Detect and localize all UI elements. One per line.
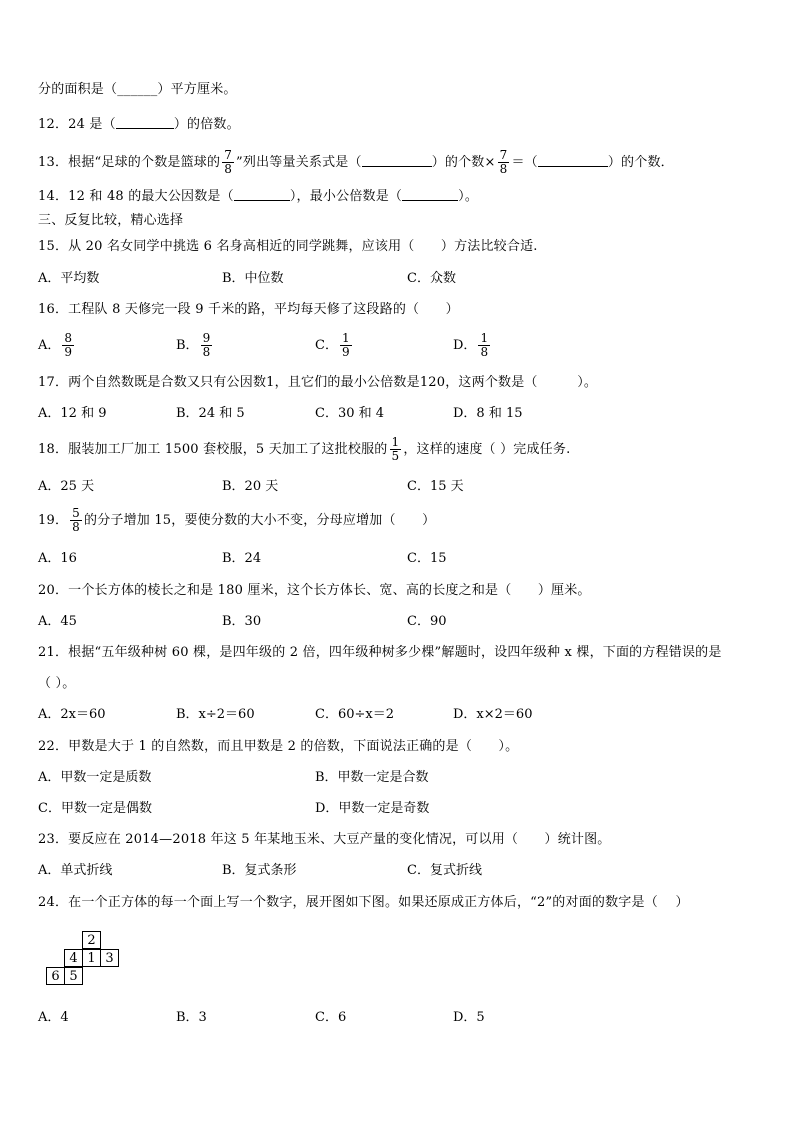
q18-option-c[interactable]: C．15 天 xyxy=(407,479,464,494)
q16-option-c[interactable] xyxy=(315,332,354,359)
q15-option-a[interactable]: A．平均数 xyxy=(38,271,100,286)
q14-answer-blank-2[interactable] xyxy=(402,188,458,201)
q15-option-c[interactable]: C．众数 xyxy=(407,271,456,286)
question-24: 24．在一个正方体的每一个面上写一个数字，展开图如下图。如果还原成正方体后，“2”的对面的数字是（ ） xyxy=(38,895,689,910)
q19-frac-numerator: 5 xyxy=(72,506,80,520)
q13-text-pre: 13．根据“足球的个数是篮球的 xyxy=(38,155,221,170)
q13-text-mid3: ＝（ xyxy=(511,155,538,170)
q18-text-pre: 18．服装加工厂加工 1500 套校服，5 天加工了这批校服的 xyxy=(38,442,388,457)
q13-fraction-2 xyxy=(498,149,510,176)
q16-option-a[interactable] xyxy=(38,332,76,359)
q23-option-c[interactable]: C．复式折线 xyxy=(407,863,482,878)
q13-frac-numerator: 7 xyxy=(224,148,233,162)
line-area-continuation: 分的面积是（______）平方厘米。 xyxy=(38,82,237,97)
q21-option-d[interactable]: D．x×2＝60 xyxy=(453,707,533,722)
q12-text-post: ）的倍数。 xyxy=(173,117,240,132)
q24-option-a[interactable]: A．4 xyxy=(38,1010,69,1025)
question-20: 20．一个长方体的棱长之和是 180 厘米，这个长方体长、宽、高的长度之和是（ ）厘米。 xyxy=(38,583,591,598)
q13-answer-blank-1[interactable] xyxy=(362,154,432,167)
question-21: 21．根据“五年级种树 60 棵，是四年级的 2 倍，四年级种树多少棵”解题时，设四年级种 x 棵，下面的方程错误的是 xyxy=(38,645,722,660)
q13-frac2-numerator: 7 xyxy=(499,148,508,162)
q18-frac-denominator: 5 xyxy=(391,449,400,463)
q16-c-label: C． xyxy=(315,338,338,353)
q21-option-a[interactable]: A．2x＝60 xyxy=(38,707,106,722)
question-12 xyxy=(38,116,240,133)
q19-text-pre: 19． xyxy=(38,513,69,528)
question-19 xyxy=(38,507,435,534)
question-15: 15．从 20 名女同学中挑选 6 名身高相近的同学跳舞，应该用（ ）方法比较合适. xyxy=(38,239,538,254)
q19-text-post: 的分子增加 15，要使分数的大小不变，分母应增加（ ） xyxy=(84,513,436,528)
q16-d-label: D． xyxy=(453,338,477,353)
net-cell-3: 3 xyxy=(100,949,119,967)
q12-answer-blank[interactable] xyxy=(116,116,174,129)
section-3-heading: 三、反复比较，精心选择 xyxy=(38,213,184,228)
q22-option-b[interactable]: B．甲数一定是合数 xyxy=(315,770,429,785)
q19-fraction xyxy=(70,507,82,534)
question-18 xyxy=(38,436,570,463)
q20-option-a[interactable]: A．45 xyxy=(38,614,77,629)
q16-a-numerator: 8 xyxy=(64,331,73,345)
q21-option-b[interactable]: B．x÷2＝60 xyxy=(176,707,255,722)
q18-text-post: ，这样的速度（ ）完成任务. xyxy=(403,442,571,457)
q14-text-mid: ），最小公倍数是（ xyxy=(289,189,403,204)
q17-option-c[interactable]: C．30 和 4 xyxy=(315,406,385,421)
q22-option-c[interactable]: C．甲数一定是偶数 xyxy=(38,801,152,816)
q19-option-a[interactable]: A．16 xyxy=(38,551,77,566)
q19-option-b[interactable]: B．24 xyxy=(222,551,262,566)
q16-c-numerator: 1 xyxy=(341,331,350,345)
q16-a-denominator: 9 xyxy=(64,345,73,359)
question-17: 17．两个自然数既是合数又只有公因数1，且它们的最小公倍数是120，这两个数是（ ）。 xyxy=(38,375,598,390)
q13-text-post: ）的个数． xyxy=(607,155,674,170)
question-14 xyxy=(38,188,478,205)
q13-answer-blank-2[interactable] xyxy=(538,154,608,167)
question-13 xyxy=(38,149,674,176)
net-cell-1: 1 xyxy=(82,949,101,967)
q16-b-label: B． xyxy=(176,338,199,353)
q13-frac-denominator: 8 xyxy=(224,162,233,176)
q15-option-b[interactable]: B．中位数 xyxy=(222,271,284,286)
q16-d-denominator: 8 xyxy=(480,345,489,359)
q14-text-pre: 14．12 和 48 的最大公因数是（ xyxy=(38,189,234,204)
q20-option-c[interactable]: C．90 xyxy=(407,614,447,629)
q16-option-b[interactable] xyxy=(176,332,214,359)
cube-net-diagram xyxy=(41,931,125,989)
question-22: 22．甲数是大于 1 的自然数，而且甲数是 2 的倍数，下面说法正确的是（ ）。 xyxy=(38,739,519,754)
question-23: 23．要反应在 2014—2018 年这 5 年某地玉米、大豆产量的变化情况，可以用（ ）统计图。 xyxy=(38,832,611,847)
q19-frac-denominator: 8 xyxy=(72,520,80,534)
q24-option-b[interactable]: B．3 xyxy=(176,1010,207,1025)
q20-option-b[interactable]: B．30 xyxy=(222,614,262,629)
net-cell-5: 5 xyxy=(64,967,83,985)
q16-d-numerator: 1 xyxy=(480,331,489,345)
q16-a-label: A． xyxy=(38,338,61,353)
q16-b-denominator: 8 xyxy=(202,345,211,359)
q13-frac2-denominator: 8 xyxy=(499,162,508,176)
q24-option-c[interactable]: C．6 xyxy=(315,1010,347,1025)
q17-option-d[interactable]: D．8 和 15 xyxy=(453,406,523,421)
net-cell-2: 2 xyxy=(82,931,101,949)
q19-option-c[interactable]: C．15 xyxy=(407,551,447,566)
q17-option-b[interactable]: B．24 和 5 xyxy=(176,406,245,421)
q22-option-d[interactable]: D．甲数一定是奇数 xyxy=(315,801,430,816)
q22-option-a[interactable]: A．甲数一定是质数 xyxy=(38,770,152,785)
q18-option-b[interactable]: B．20 天 xyxy=(222,479,279,494)
q18-option-a[interactable]: A．25 天 xyxy=(38,479,95,494)
question-16: 16．工程队 8 天修完一段 9 千米的路，平均每天修了这段路的（ ） xyxy=(38,302,459,317)
question-21-continuation: （ ）。 xyxy=(38,676,76,691)
q13-text-mid2: ）的个数× xyxy=(431,155,496,170)
q17-option-a[interactable]: A．12 和 9 xyxy=(38,406,107,421)
q16-option-d[interactable] xyxy=(453,332,492,359)
q12-text-pre: 12．24 是（ xyxy=(38,117,116,132)
q23-option-b[interactable]: B．复式条形 xyxy=(222,863,297,878)
net-cell-6: 6 xyxy=(46,967,65,985)
net-cell-4: 4 xyxy=(64,949,83,967)
q21-option-c[interactable]: C．60÷x＝2 xyxy=(315,707,394,722)
q13-text-mid: ”列出等量关系式是（ xyxy=(236,155,362,170)
q16-b-numerator: 9 xyxy=(202,331,211,345)
q14-answer-blank-1[interactable] xyxy=(234,188,290,201)
q18-frac-numerator: 1 xyxy=(391,435,400,449)
q18-fraction xyxy=(390,436,402,463)
q24-option-d[interactable]: D．5 xyxy=(453,1010,485,1025)
q23-option-a[interactable]: A．单式折线 xyxy=(38,863,113,878)
q14-text-post: ）。 xyxy=(458,189,479,204)
q13-fraction xyxy=(222,149,234,176)
q16-c-denominator: 9 xyxy=(341,345,350,359)
